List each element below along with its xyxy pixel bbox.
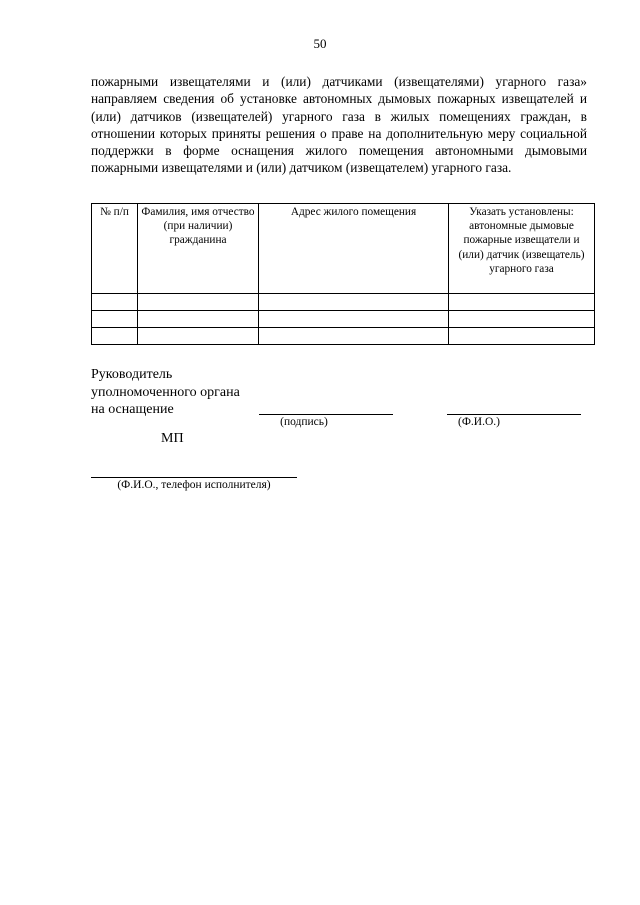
table-cell	[138, 294, 259, 311]
table-cell	[449, 328, 595, 345]
table-cell	[449, 294, 595, 311]
column-header-number: № п/п	[92, 204, 138, 294]
column-header-full-name: Фамилия, имя отчество (при наличии) гражданина	[138, 204, 259, 294]
page-number: 50	[313, 36, 327, 51]
table-cell	[92, 328, 138, 345]
table-cell	[259, 311, 449, 328]
table-cell	[92, 311, 138, 328]
signature-caption: (подпись)	[280, 416, 328, 428]
signatory-title-line: уполномоченного органа	[91, 384, 240, 400]
intro-paragraph: пожарными извещателями и (или) датчиками (извещателями) угарного газа» направляем сведения об установке автономных дымовых пожарных извещателей и (или) датчиков (извещателей) угарного газа в жилых помещениях граждан, в отношении которых приняты решения о праве на дополнительную меру социальной поддержки в форме оснащения жилого помещения автономными дымовыми пожарными извещателями и (или) датчиком (извещателем) угарного газа.	[91, 74, 587, 176]
report-table	[91, 203, 595, 345]
table-row	[92, 328, 595, 345]
table-row	[92, 311, 595, 328]
stamp-label: МП	[161, 431, 184, 446]
table-header-row	[92, 204, 595, 294]
signature-line	[259, 414, 393, 415]
table-cell	[449, 311, 595, 328]
table-cell	[259, 328, 449, 345]
signatory-title-line: на оснащение	[91, 402, 174, 417]
table-cell	[259, 294, 449, 311]
table-cell	[92, 294, 138, 311]
signatory-title	[91, 366, 240, 419]
table-row	[92, 294, 595, 311]
executor-caption: (Ф.И.О., телефон исполнителя)	[117, 479, 271, 491]
table-cell	[138, 328, 259, 345]
name-caption: (Ф.И.О.)	[458, 416, 500, 428]
table-cell	[138, 311, 259, 328]
column-header-address: Адрес жилого помещения	[259, 204, 449, 294]
executor-line	[91, 477, 297, 478]
column-header-installed: Указать установлены: автономные дымовые пожарные извещатели и (или) датчик (извещатель) угарного газа	[449, 204, 595, 294]
signatory-title-line: Руководитель	[91, 367, 173, 382]
name-line	[447, 414, 581, 415]
